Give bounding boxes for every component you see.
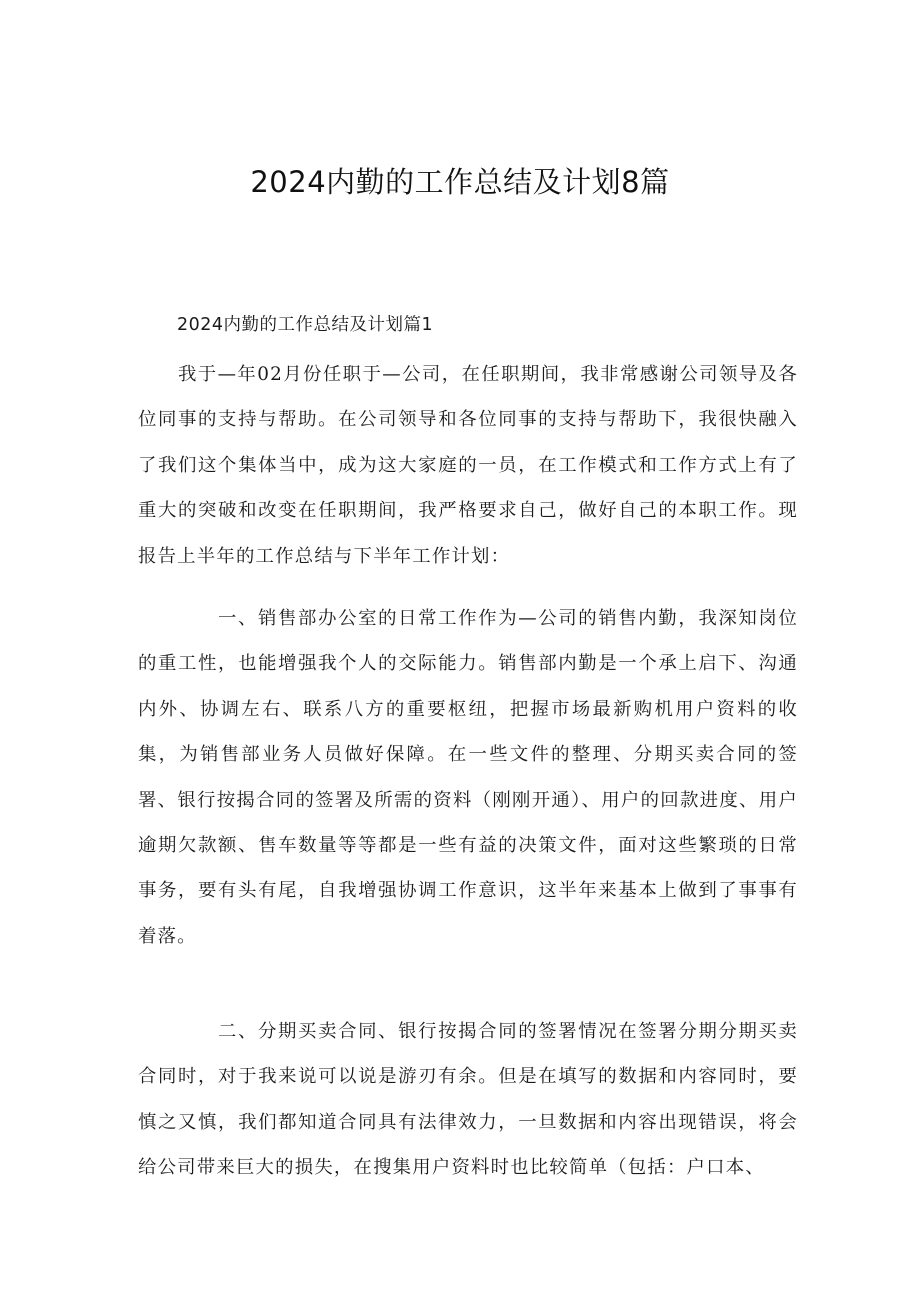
section-heading: 2024内勤的工作总结及计划篇1	[177, 315, 434, 335]
paragraph-daily-work: 一、销售部办公室的日常工作作为—公司的销售内勤，我深知岗位的重工性，也能增强我个人的交际能力。销售部内勤是一个承上启下、沟通内外、协调左右、联系八方的重要枢纽，把握市场最新购机用户资料的收集，为销售部业务人员做好保障。在一些文件的整理、分期买卖合同的签署、银行按揭合同的签署及所需的资料（刚刚开通）、用户的回款进度、用户逾期欠款额、售车数量等等都是一些有益的决策文件，面对这些繁琐的日常事务，要有头有尾，自我增强协调工作意识，这半年来基本上做到了事事有着落。	[138, 608, 798, 947]
document-title: 2024内勤的工作总结及计划8篇	[250, 165, 670, 199]
paragraph-intro: 我于—年02月份任职于—公司，在任职期间，我非常感谢公司领导及各位同事的支持与帮助。在公司领导和各位同事的支持与帮助下，我很快融入了我们这个集体当中，成为这大家庭的一员，在工作模式和工作方式上有了重大的突破和改变在任职期间，我严格要求自己，做好自己的本职工作。现报告上半年的工作总结与下半年工作计划：	[138, 364, 798, 567]
paragraph-contracts: 二、分期买卖合同、银行按揭合同的签署情况在签署分期分期买卖合同时，对于我来说可以说是游刃有余。但是在填写的数据和内容同时，要慎之又慎，我们都知道合同具有法律效力，一旦数据和内容出现错误，将会给公司带来巨大的损失，在搜集用户资料时也比较简单（包括：户口本、	[138, 1021, 798, 1179]
